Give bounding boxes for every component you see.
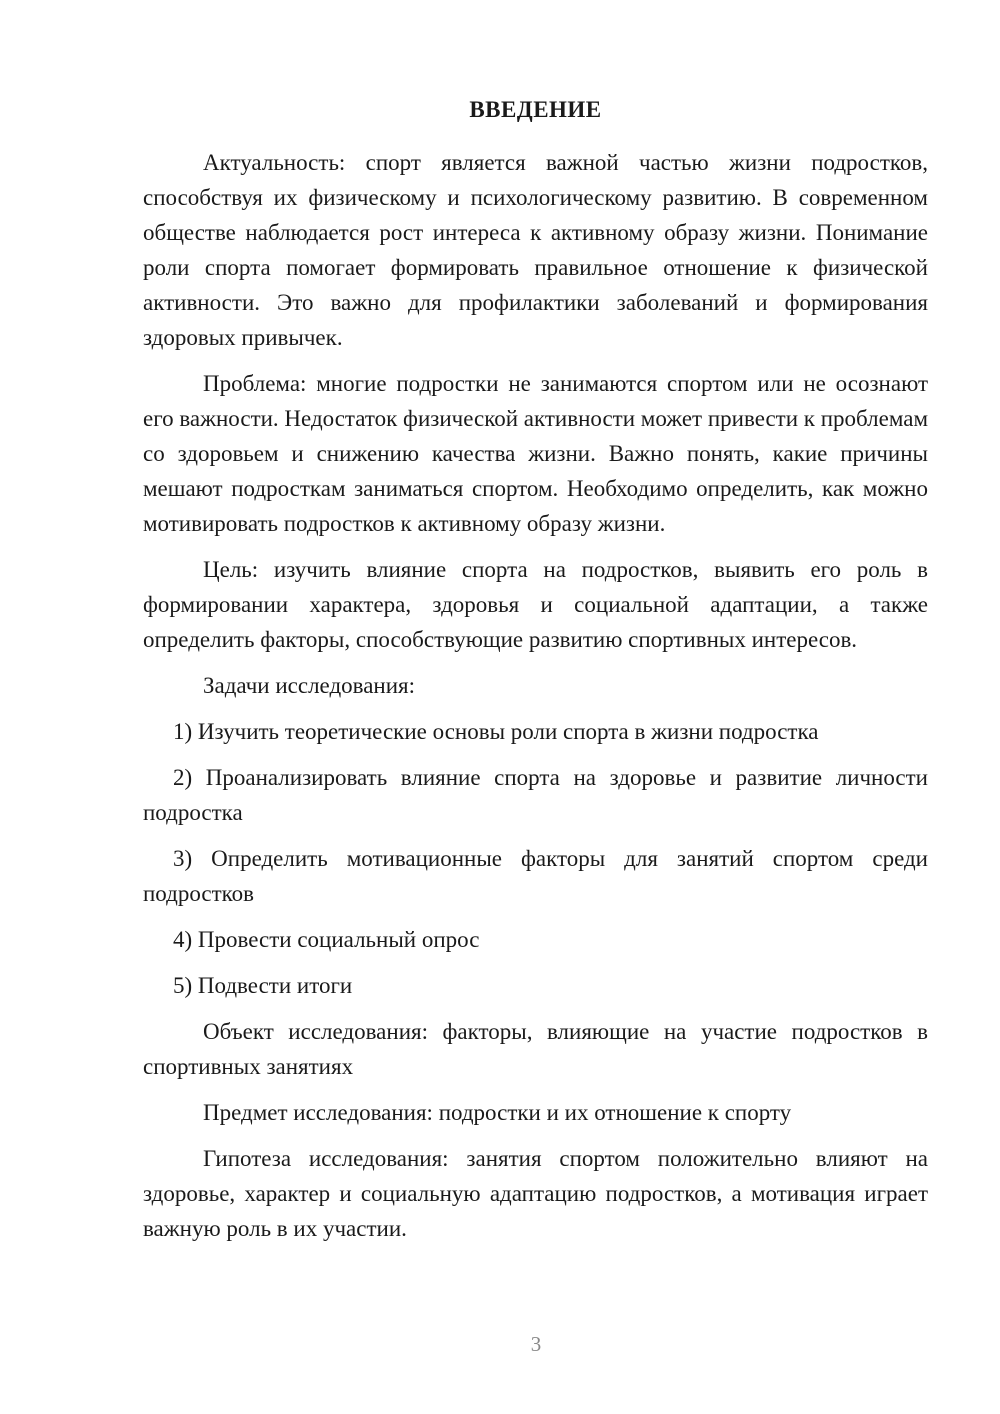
hypothesis-paragraph: Гипотеза исследования: занятия спортом положительно влияют на здоровье, характер и социальную адаптацию подростков, а мотивация играет важную роль в их участии.	[143, 1146, 928, 1241]
document-body	[143, 95, 928, 1257]
page-title: ВВЕДЕНИЕ	[469, 97, 602, 122]
task-item: 5) Подвести итоги	[173, 973, 353, 998]
page-number: 3	[530, 1332, 542, 1356]
task-item: 3) Определить мотивационные факторы для занятий спортом среди подростков	[143, 846, 928, 906]
task-item: 1) Изучить теоретические основы роли спорта в жизни подростка	[173, 719, 819, 744]
tasks-list	[143, 714, 928, 1003]
problem-paragraph: Проблема: многие подростки не занимаются спортом или не осознают его важности. Недостаток физической активности может привести к проблемам со здоровьем и снижению качества жизни. Важно понять, какие причины мешают подросткам заниматься спортом. Необходимо определить, как можно мотивировать подростков к активному образу жизни.	[143, 371, 928, 536]
tasks-heading: Задачи исследования:	[203, 673, 416, 698]
task-item: 4) Провести социальный опрос	[173, 927, 480, 952]
subject-paragraph: Предмет исследования: подростки и их отношение к спорту	[203, 1100, 792, 1125]
task-item: 2) Проанализировать влияние спорта на здоровье и развитие личности подростка	[143, 765, 928, 825]
object-paragraph: Объект исследования: факторы, влияющие на участие подростков в спортивных занятиях	[143, 1019, 928, 1079]
relevance-paragraph: Актуальность: спорт является важной частью жизни подростков, способствуя их физическому и психологическому развитию. В современном обществе наблюдается рост интереса к активному образу жизни. Понимание роли спорта помогает формировать правильное отношение к физической активности. Это важно для профилактики заболеваний и формирования здоровых привычек.	[143, 150, 928, 350]
goal-paragraph: Цель: изучить влияние спорта на подростков, выявить его роль в формировании характера, здоровья и социальной адаптации, а также определить факторы, способствующие развитию спортивных интересов.	[143, 557, 928, 652]
